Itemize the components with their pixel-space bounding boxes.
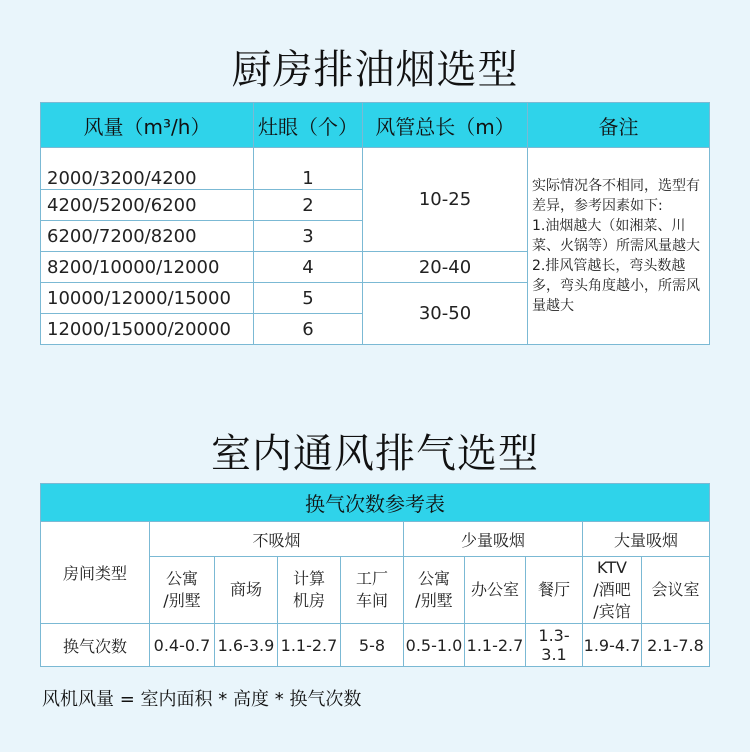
rate-cell: 5-8: [341, 624, 404, 667]
burners-cell: 3: [254, 221, 363, 252]
duct-length-cell: 30-50: [363, 283, 528, 345]
group-heavy-smoking: 大量吸烟: [583, 522, 710, 557]
room-type-label: 房间类型: [41, 522, 150, 624]
burners-cell: 6: [254, 314, 363, 345]
ventilation-section-title: 室内通风排气选型: [211, 431, 539, 477]
header-burners: 灶眼（个）: [254, 103, 363, 148]
kitchen-selection-table: [40, 102, 710, 345]
room-cell: 办公室: [465, 557, 526, 624]
group-light-smoking: 少量吸烟: [404, 522, 583, 557]
room-cell: 公寓 /别墅: [404, 557, 465, 624]
header-airflow: 风量（m³/h）: [41, 103, 254, 148]
header-notes: 备注: [528, 103, 710, 148]
burners-cell: 2: [254, 190, 363, 221]
airflow-cell: 6200/7200/8200: [41, 221, 254, 252]
duct-length-cell: 10-25: [363, 148, 528, 252]
table-header-row: [41, 103, 710, 148]
burners-cell: 5: [254, 283, 363, 314]
room-cell: 工厂 车间: [341, 557, 404, 624]
room-cell: 商场: [215, 557, 278, 624]
air-change-table-title: 换气次数参考表: [41, 484, 710, 522]
group-no-smoking: 不吸烟: [150, 522, 404, 557]
rate-cell: 1.3-3.1: [526, 624, 583, 667]
notes-cell: 实际情况各不相同，选型有差异，参考因素如下: 1.油烟越大（如湘菜、川菜、火锅等）所需风量越大 2.排风管越长，弯头数越多，弯头角度越小，所需风量越大: [528, 148, 710, 345]
rate-cell: 1.9-4.7: [583, 624, 642, 667]
duct-length-cell: 20-40: [363, 252, 528, 283]
rate-cell: 1.1-2.7: [278, 624, 341, 667]
kitchen-section-title: 厨房排油烟选型: [231, 47, 519, 93]
rate-label: 换气次数: [41, 624, 150, 667]
airflow-cell: 4200/5200/6200: [41, 190, 254, 221]
airflow-cell: 8200/10000/12000: [41, 252, 254, 283]
airflow-cell: 12000/15000/20000: [41, 314, 254, 345]
room-cell: 公寓 /别墅: [150, 557, 215, 624]
airflow-cell: 2000/3200/4200: [41, 148, 254, 190]
header-duct-length: 风管总长（m）: [363, 103, 528, 148]
room-cell: 餐厅: [526, 557, 583, 624]
room-cell: 会议室: [642, 557, 710, 624]
rate-cell: 2.1-7.8: [642, 624, 710, 667]
rate-cell: 0.4-0.7: [150, 624, 215, 667]
rate-row: [41, 624, 710, 667]
room-cell: 计算 机房: [278, 557, 341, 624]
rate-cell: 1.1-2.7: [465, 624, 526, 667]
rate-cell: 1.6-3.9: [215, 624, 278, 667]
burners-cell: 1: [254, 148, 363, 190]
airflow-formula: 风机风量 = 室内面积 * 高度 * 换气次数: [42, 689, 362, 710]
rate-cell: 0.5-1.0: [404, 624, 465, 667]
air-change-table: [40, 483, 710, 667]
room-cell: KTV /酒吧 /宾馆: [583, 557, 642, 624]
burners-cell: 4: [254, 252, 363, 283]
table-row: [41, 148, 710, 190]
airflow-cell: 10000/12000/15000: [41, 283, 254, 314]
